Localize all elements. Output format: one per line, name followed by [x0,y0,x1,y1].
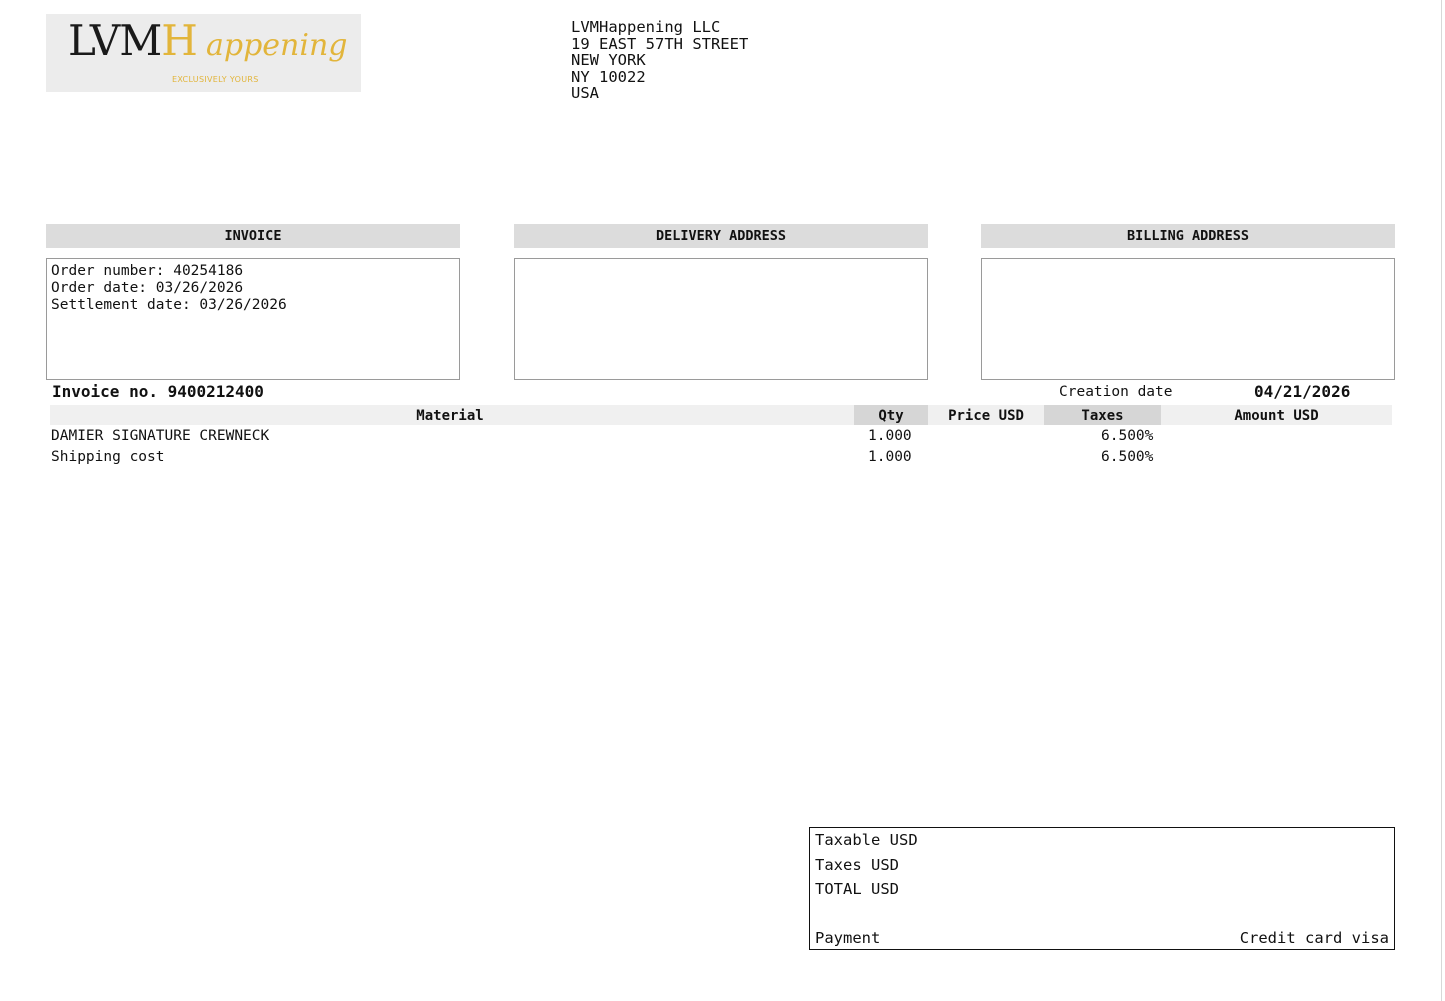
billing-section-header: BILLING ADDRESS [981,224,1395,248]
settlement-date: Settlement date: 03/26/2026 [51,296,287,313]
billing-address-box [981,258,1395,380]
invoice-section-header: INVOICE [46,224,460,248]
table-row [0,428,1445,448]
creation-date-label: Creation date [1059,384,1173,400]
logo-wordmark: LVMH [68,16,197,65]
payment-method: Credit card visa [1239,929,1389,947]
qty-column-header: Qty [854,405,928,425]
taxes-column-header: Taxes [1044,405,1161,425]
taxes-label: Taxes USD [815,856,899,874]
price-column-header: Price USD [948,408,1024,424]
company-name: LVMHappening LLC [571,18,721,36]
table-row [0,449,1445,469]
row-taxes: 6.500% [1101,449,1154,465]
company-logo [46,14,361,92]
row-qty: 1.000 [868,449,912,465]
order-date: Order date: 03/26/2026 [51,279,244,296]
delivery-address-box [514,258,928,380]
order-number: Order number: 40254186 [51,263,244,279]
logo-tagline: EXCLUSIVELY YOURS [172,75,259,84]
page-edge-divider [1441,0,1442,1001]
company-street: 19 EAST 57TH STREET [571,34,749,53]
delivery-section-header: DELIVERY ADDRESS [514,224,928,248]
row-material: Shipping cost [51,449,165,465]
company-address [571,19,748,102]
row-qty: 1.000 [868,428,912,444]
company-zip: NY 10022 [571,67,646,86]
total-label: TOTAL USD [815,880,899,898]
creation-date-value: 04/21/2026 [1254,382,1351,401]
row-material: DAMIER SIGNATURE CREWNECK [51,428,270,444]
invoice-number: Invoice no. 9400212400 [52,382,264,401]
totals-box [809,827,1395,950]
taxable-label: Taxable USD [815,831,918,849]
line-items-header [50,405,1392,425]
amount-column-header: Amount USD [1234,408,1319,424]
logo-script: appening [206,28,348,63]
payment-label: Payment [815,929,881,947]
invoice-info-box [46,258,460,380]
company-city: NEW YORK [571,51,646,69]
company-country: USA [571,84,599,102]
row-taxes: 6.500% [1101,428,1154,444]
material-column-header: Material [416,408,484,424]
